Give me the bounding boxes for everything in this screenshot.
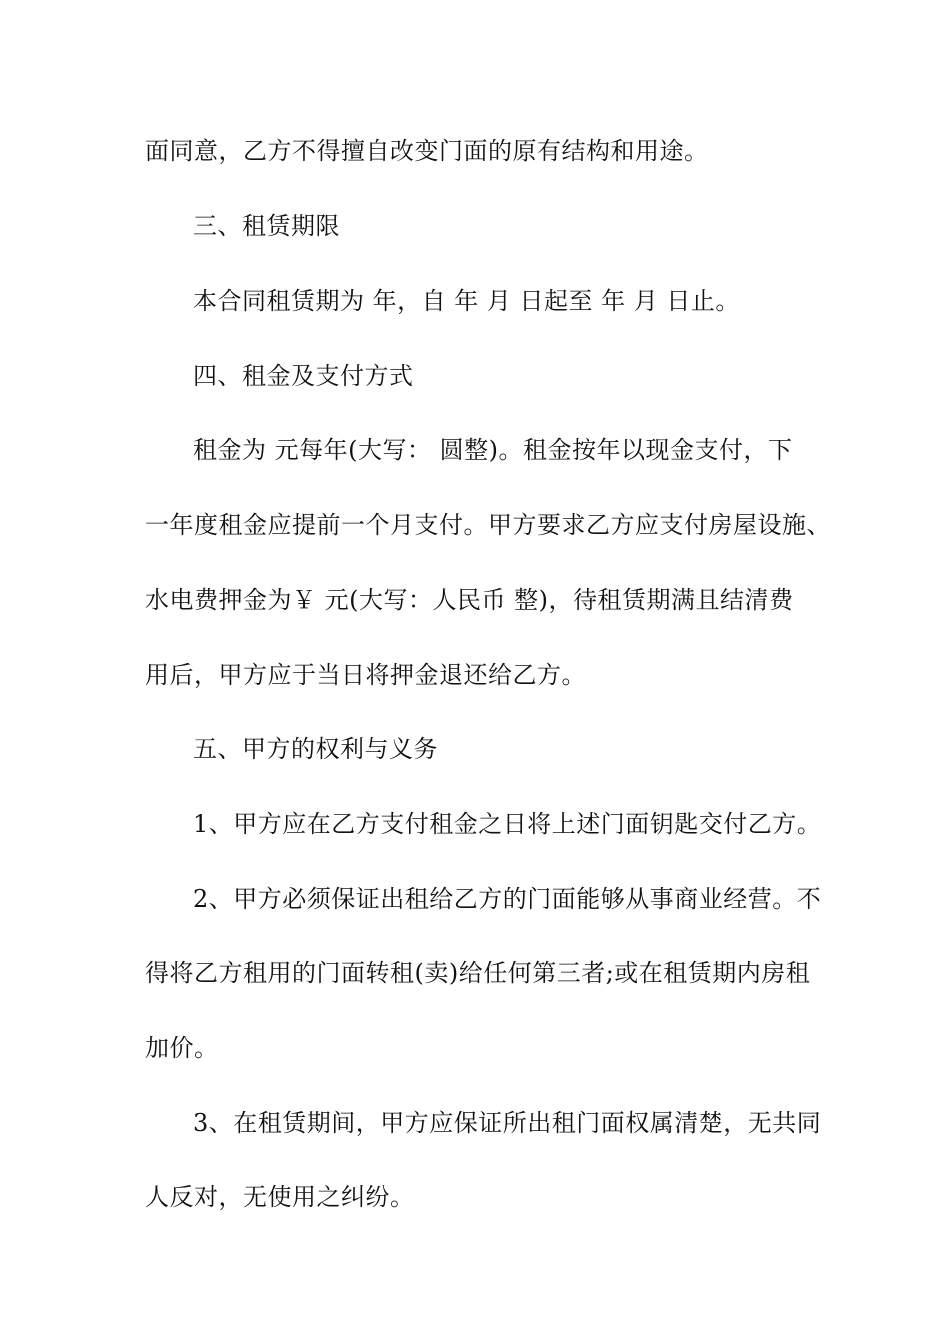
section-heading: 四、租金及支付方式 [193, 362, 414, 390]
list-item: 1、甲方应在乙方支付租金之日将上述门面钥匙交付乙方。 [193, 810, 822, 838]
paragraph-line: 用后，甲方应于当日将押金退还给乙方。 [145, 661, 586, 689]
section-heading: 三、租赁期限 [193, 212, 340, 240]
list-item: 3、在租赁期间，甲方应保证所出租门面权属清楚，无共同 [193, 1109, 822, 1137]
paragraph-line: 得将乙方租用的门面转租(卖)给任何第三者;或在租赁期内房租 [145, 959, 811, 987]
paragraph-line: 加价。 [145, 1034, 219, 1062]
paragraph-line: 面同意，乙方不得擅自改变门面的原有结构和用途。 [145, 137, 709, 165]
paragraph-line: 租金为 元每年(大写： 圆整)。租金按年以现金支付，下 [193, 436, 793, 464]
paragraph-line: 本合同租赁期为 年，自 年 月 日起至 年 月 日止。 [193, 287, 740, 315]
section-heading: 五、甲方的权利与义务 [193, 735, 438, 763]
paragraph-line: 人反对，无使用之纠纷。 [145, 1183, 415, 1211]
paragraph-line: 一年度租金应提前一个月支付。甲方要求乙方应支付房屋设施、 [145, 511, 831, 539]
paragraph-line: 水电费押金为￥ 元(大写：人民币 整)，待租赁期满且结清费 [145, 586, 794, 614]
list-item: 2、甲方必须保证出租给乙方的门面能够从事商业经营。不 [193, 885, 822, 913]
